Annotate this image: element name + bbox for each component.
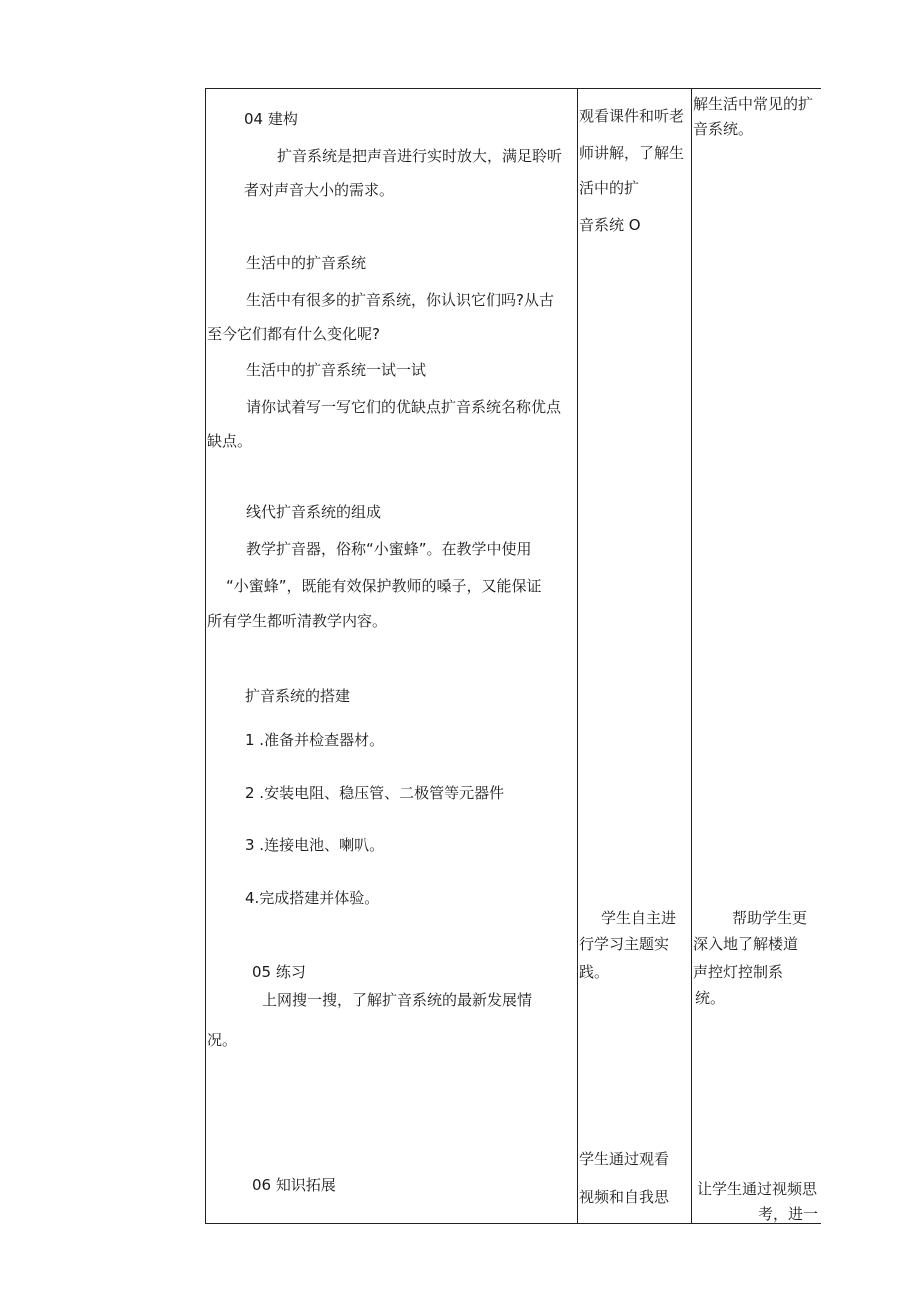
table-left-border: [205, 88, 206, 1224]
build-system-heading: 扩音系统的搭建: [245, 687, 351, 705]
build-step-3: 3 .连接电池、喇叭。: [245, 836, 385, 854]
life-amplifier-paragraph-line1: 生活中有很多的扩音系统，你认识它们吗?从古: [246, 291, 554, 309]
activity-a-line2: 师讲解，了解生: [579, 144, 685, 162]
table-bottom-border: [205, 1223, 821, 1224]
column-divider-2: [691, 88, 692, 1224]
intent-b-line3: 声控灯控制系: [693, 963, 784, 981]
intent-b-line2: 深入地了解楼道: [693, 935, 799, 953]
wired-system-heading: 线代扩音系统的组成: [246, 503, 382, 521]
section-05-paragraph-line2: 况。: [207, 1031, 238, 1049]
section-05-heading: 05 练习: [252, 963, 306, 981]
life-amplifier-paragraph-line2: 至今它们都有什么变化呢?: [207, 325, 380, 343]
wired-system-paragraph-line3: 所有学生都听清教学内容。: [207, 612, 388, 630]
build-step-4: 4.完成搭建并体验。: [245, 889, 380, 907]
section-04-paragraph-line2: 者对声音大小的需求。: [244, 181, 395, 199]
activity-b-line2: 行学习主题实: [579, 935, 670, 953]
try-it-paragraph-line2: 缺点。: [207, 432, 253, 450]
table-top-border: [205, 88, 821, 89]
section-04-heading: 04 建构: [244, 110, 298, 128]
section-04-paragraph-line1: 扩音系统是把声音进行实时放大，满足聆听: [277, 147, 563, 165]
section-05-paragraph-line1: 上网搜一搜，了解扩音系统的最新发展情: [262, 991, 533, 1009]
life-amplifier-heading: 生活中的扩音系统: [246, 254, 367, 272]
build-step-1: 1 .准备并检查器材。: [245, 731, 385, 749]
wired-system-paragraph-line2: “小蜜蜂”，既能有效保护教师的嗓子，又能保证: [226, 577, 542, 595]
activity-b-line1: 学生自主进: [601, 909, 677, 927]
activity-b-line3: 践。: [579, 963, 610, 981]
intent-b-line4: 统。: [695, 989, 726, 1007]
try-it-paragraph-line1: 请你试着写一写它们的优缺点扩音系统名称优点: [246, 398, 562, 416]
activity-a-line1: 观看课件和听老: [579, 107, 685, 125]
activity-a-line3: 活中的扩: [579, 179, 640, 197]
build-step-2: 2 .安装电阻、稳压管、二极管等元器件: [245, 784, 505, 802]
activity-c-line2: 视频和自我思: [579, 1188, 670, 1206]
intent-b-line1: 帮助学生更: [732, 909, 808, 927]
intent-c-line2: 考，进一: [758, 1205, 819, 1223]
intent-a-line2: 音系统。: [693, 120, 754, 138]
intent-a-line1: 解生活中常见的扩: [693, 95, 814, 113]
try-it-heading: 生活中的扩音系统一试一试: [246, 361, 427, 379]
activity-a-line4: 音系统 O: [579, 216, 641, 234]
intent-c-line1: 让学生通过视频思: [697, 1180, 818, 1198]
wired-system-paragraph-line1: 教学扩音器，俗称“小蜜蜂”。在教学中使用: [246, 540, 532, 558]
activity-c-line1: 学生通过观看: [579, 1150, 670, 1168]
section-06-heading: 06 知识拓展: [252, 1176, 336, 1194]
column-divider-1: [577, 88, 578, 1224]
